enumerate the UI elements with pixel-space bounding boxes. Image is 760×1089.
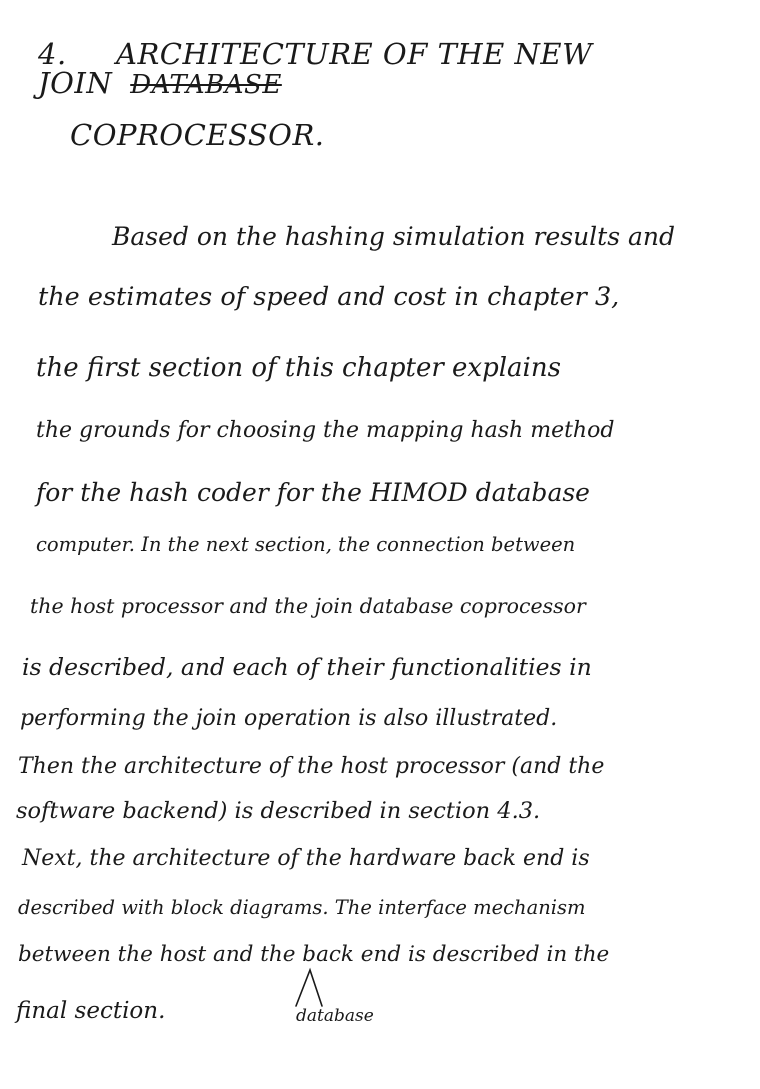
body-line: Next, the architecture of the hardware back end is	[22, 846, 590, 871]
struck-word: DATABASE	[130, 70, 282, 100]
body-line: is described, and each of their functionalities in	[22, 653, 592, 681]
body-line: for the hash coder for the HIMOD database	[36, 478, 590, 507]
body-line: Based on the hashing simulation results and	[112, 222, 676, 251]
body-line: between the host and the back end is described in the	[18, 942, 610, 967]
section-heading	[38, 37, 728, 100]
body-line: the host processor and the join database coprocessor	[30, 594, 586, 618]
body-line: the grounds for choosing the mapping hash method	[36, 418, 615, 443]
inserted-word: database	[296, 1006, 374, 1026]
section-title: ARCHITECTURE OF THE NEW JOIN	[38, 37, 593, 100]
body-line: software backend) is described in section 4.3.	[16, 798, 541, 824]
section-title-line-2: COPROCESSOR.	[70, 118, 325, 152]
body-line: the first section of this chapter explains	[36, 353, 561, 383]
body-line: final section.	[16, 998, 166, 1024]
body-line: Then the architecture of the host processor (and the	[18, 754, 605, 779]
body-line: the estimates of speed and cost in chapter 3,	[38, 282, 620, 312]
insertion-caret	[292, 962, 332, 1008]
body-line: computer. In the next section, the connection between	[36, 533, 576, 556]
body-line: performing the join operation is also illustrated.	[20, 706, 558, 731]
section-number: 4.	[38, 37, 67, 71]
body-line: described with block diagrams. The interface mechanism	[18, 896, 586, 919]
